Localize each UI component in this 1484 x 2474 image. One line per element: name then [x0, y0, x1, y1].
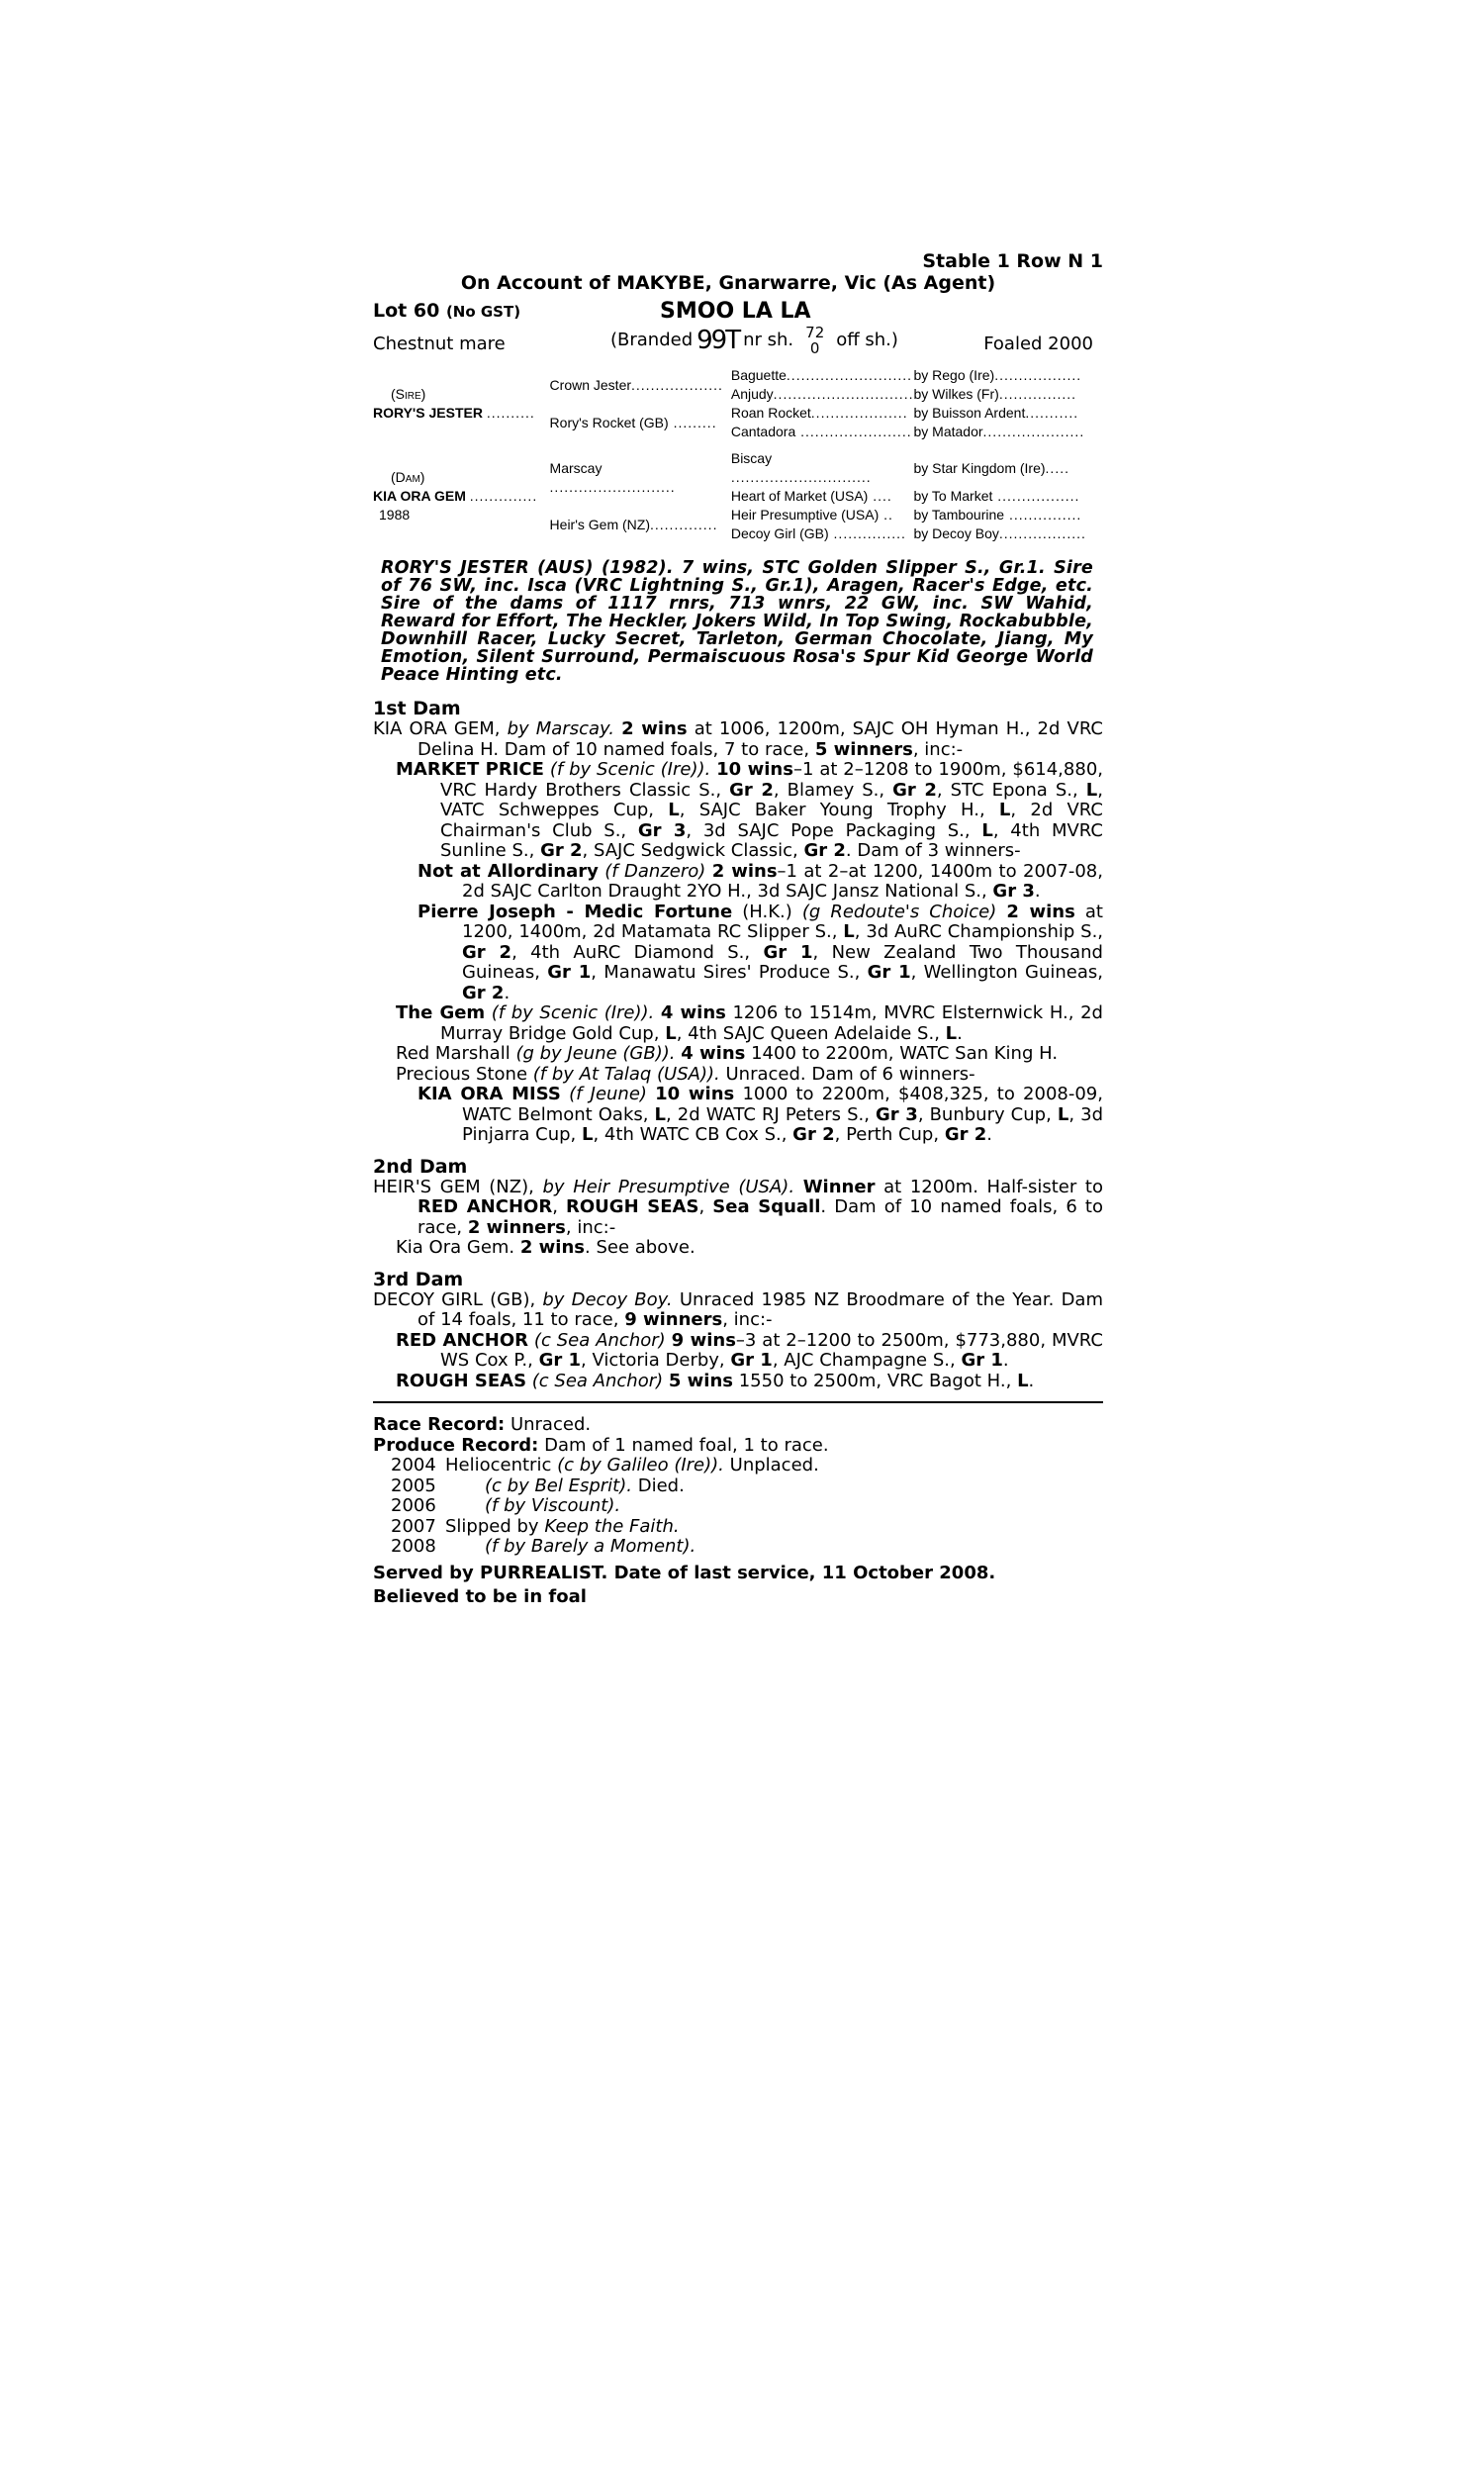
dam-dam: Heir's Gem (NZ).............. [549, 516, 718, 532]
foaled-year: Foaled 2000 [983, 333, 1093, 354]
horse-description: Chestnut mare [373, 333, 506, 354]
produce-record: Produce Record: Dam of 1 named foal, 1 to race. [373, 1434, 829, 1456]
progeny-pierre-joseph: Pierre Joseph - Medic Fortune (H.K.) (g Redoute's Choice) 2 wins at 1200, 1400m, 2d Matamata RC Slipper S., L, 3d AuRC Championship S., Gr 2, 4th AuRC Diamond S., Gr 1, New Zealand Two Thousand Guineas, Gr 1, Manawatu Sires' Produce S., Gr 1, Wellington Guineas, Gr 2. [417, 901, 1104, 1003]
sire-cell: (Sire) RORY'S JESTER .......... [373, 386, 535, 421]
progeny-kia-ora-gem: Kia Ora Gem. 2 wins. See above. [396, 1237, 696, 1258]
pedigree-table: (Sire) RORY'S JESTER .......... Crown Jester................... Baguette.......................... by Rego (Ire).................. Anjudy............................. by Wilkes (Fr)................ Rory's Rocket (GB) ......... Roan Rocket.................... by Buisson Ardent........... Cantadora ....................... by Matador..................... (Dam) KIA ORA GEM .............. 1988 Marscay .......................... Biscay ............................. by Star Kingdom (Ire)..... Heart of Market (USA) .... by To Market ................. Heir's Gem (NZ).............. Heir Presumptive (USA) .. by Tambourine ............... Decoy Girl (GB) ............... by Decoy Boy.................. [373, 367, 1086, 541]
progeny-red-marshall: Red Marshall (g by Jeune (GB)). 4 wins 1400 to 2200m, WATC San King H. [396, 1043, 1059, 1064]
progeny-rough-seas: ROUGH SEAS (c Sea Anchor) 5 wins 1550 to 2500m, VRC Bagot H., L. [396, 1370, 1035, 1391]
brand-fraction: 72 0 [805, 324, 825, 357]
third-dam-heading: 3rd Dam [373, 1268, 464, 1290]
sire-sire: Crown Jester................... [549, 376, 723, 393]
progeny-red-anchor: RED ANCHOR (c Sea Anchor) 9 wins–3 at 2–1200 to 2500m, $773,880, MVRC WS Cox P., Gr 1, Victoria Derby, Gr 1, AJC Champagne S., Gr 1. [396, 1329, 1103, 1371]
progeny-kia-ora-miss: KIA ORA MISS (f Jeune) 10 wins 1000 to 2200m, $408,325, to 2008-09, WATC Belmont Oaks, L, 2d WATC RJ Peters S., Gr 3, Bunbury Cup, L, 3d Pinjarra Cup, L, 4th WATC CB Cox S., Gr 2, Perth Cup, Gr 2. [417, 1084, 1103, 1145]
lot-number: Lot 60 (No GST) [373, 300, 521, 322]
lot-row [373, 298, 1103, 325]
produce-item: 2007 Slipped by Keep the Faith. [391, 1515, 680, 1537]
foal-status: Believed to be in foal [373, 1585, 587, 1607]
dam-name: KIA ORA GEM [373, 488, 466, 504]
progeny-not-at-allordinary: Not at Allordinary (f Danzero) 2 wins–1 at 2–at 1200, 1400m to 2007-08, 2d SAJC Carlton Draught 2YO H., 3d SAJC Jansz National S., Gr 3. [417, 860, 1103, 902]
third-dam-entry: DECOY GIRL (GB), by Decoy Boy. Unraced 1985 NZ Broodmare of the Year. Dam of 14 foals, 11 to race, 9 winners, inc:- [373, 1288, 1103, 1330]
produce-list [373, 1456, 1103, 1558]
produce-item: 2005 (c by Bel Esprit). Died. [391, 1475, 685, 1496]
brand-mark: 99T [696, 326, 740, 355]
sire-name: RORY'S JESTER [373, 405, 483, 421]
service-info: Served by PURREALIST. Date of last service, 11 October 2008. [373, 1562, 996, 1583]
produce-item: 2004 Heliocentric (c by Galileo (Ire)). Unplaced. [391, 1455, 819, 1475]
dam-cell: (Dam) KIA ORA GEM .............. 1988 [373, 469, 538, 523]
progeny-market-price: MARKET PRICE (f by Scenic (Ire)). 10 wins–1 at 2–1208 to 1900m, $614,880, VRC Hardy Brothers Classic S., Gr 2, Blamey S., Gr 2, STC Epona S., L, VATC Schweppes Cup, L, SAJC Baker Young Trophy H., L, 2d VRC Chairman's Club S., Gr 3, 3d SAJC Pope Packaging S., L, 4th MVRC Sunline S., Gr 2, SAJC Sedgwick Classic, Gr 2. Dam of 3 winners- [396, 759, 1103, 861]
catalogue-page [373, 250, 1103, 1609]
produce-item: 2008 (f by Barely a Moment). [391, 1536, 696, 1557]
section-divider [373, 1401, 1103, 1403]
sire-summary: RORY'S JESTER (AUS) (1982). 7 wins, STC Golden Slipper S., Gr.1. Sire of 76 SW, inc. Isca (VRC Lightning S., Gr.1), Aragen, Racer's Edge, etc. Sire of the dams of 1117 rnrs, 713 wnrs, 22 GW, inc. SW Wahid, Reward for Effort, The Heckler, Jokers Wild, In Top Swing, Rockabubble, Downhill Racer, Lucky Secret, Tarleton, German Chocolate, Jiang, My Emotion, Silent Surround, Permaiscuous Rosa's Spur Kid George World Peace Hinting etc. [381, 558, 1093, 685]
first-dam-entry: KIA ORA GEM, by Marscay. 2 wins at 1006, 1200m, SAJC OH Hyman H., 2d VRC Delina H. Dam of 10 named foals, 7 to race, 5 winners, inc:- [373, 718, 1103, 760]
horse-name: SMOO LA LA [660, 299, 811, 324]
brand-info: (Branded 99T nr sh. 72 0 off sh.) [610, 324, 898, 357]
progeny-the-gem: The Gem (f by Scenic (Ire)). 4 wins 1206 to 1514m, MVRC Elsternwick H., 2d Murray Bridge Gold Cup, L, 4th SAJC Queen Adelaide S., L. [396, 1002, 1103, 1044]
race-record: Race Record: Unraced. [373, 1414, 592, 1435]
dam-sire: Marscay .......................... [549, 459, 676, 495]
description-row [373, 325, 1103, 356]
progeny-precious-stone: Precious Stone (f by At Talaq (USA)). Unraced. Dam of 6 winners- [396, 1063, 975, 1085]
vendor-account: On Account of MAKYBE, Gnarwarre, Vic (As Agent) [460, 272, 996, 294]
second-dam-entry: HEIR'S GEM (NZ), by Heir Presumptive (USA). Winner at 1200m. Half-sister to RED ANCHOR, ROUGH SEAS, Sea Squall. Dam of 10 named foals, 6 to race, 2 winners, inc:- [373, 1176, 1103, 1238]
second-dam-heading: 2nd Dam [373, 1155, 468, 1178]
first-dam-heading: 1st Dam [373, 698, 461, 719]
sire-dam: Rory's Rocket (GB) ......... [549, 414, 717, 430]
stable-location: Stable 1 Row N 1 [922, 250, 1103, 272]
produce-item: 2006 (f by Viscount). [391, 1495, 621, 1516]
